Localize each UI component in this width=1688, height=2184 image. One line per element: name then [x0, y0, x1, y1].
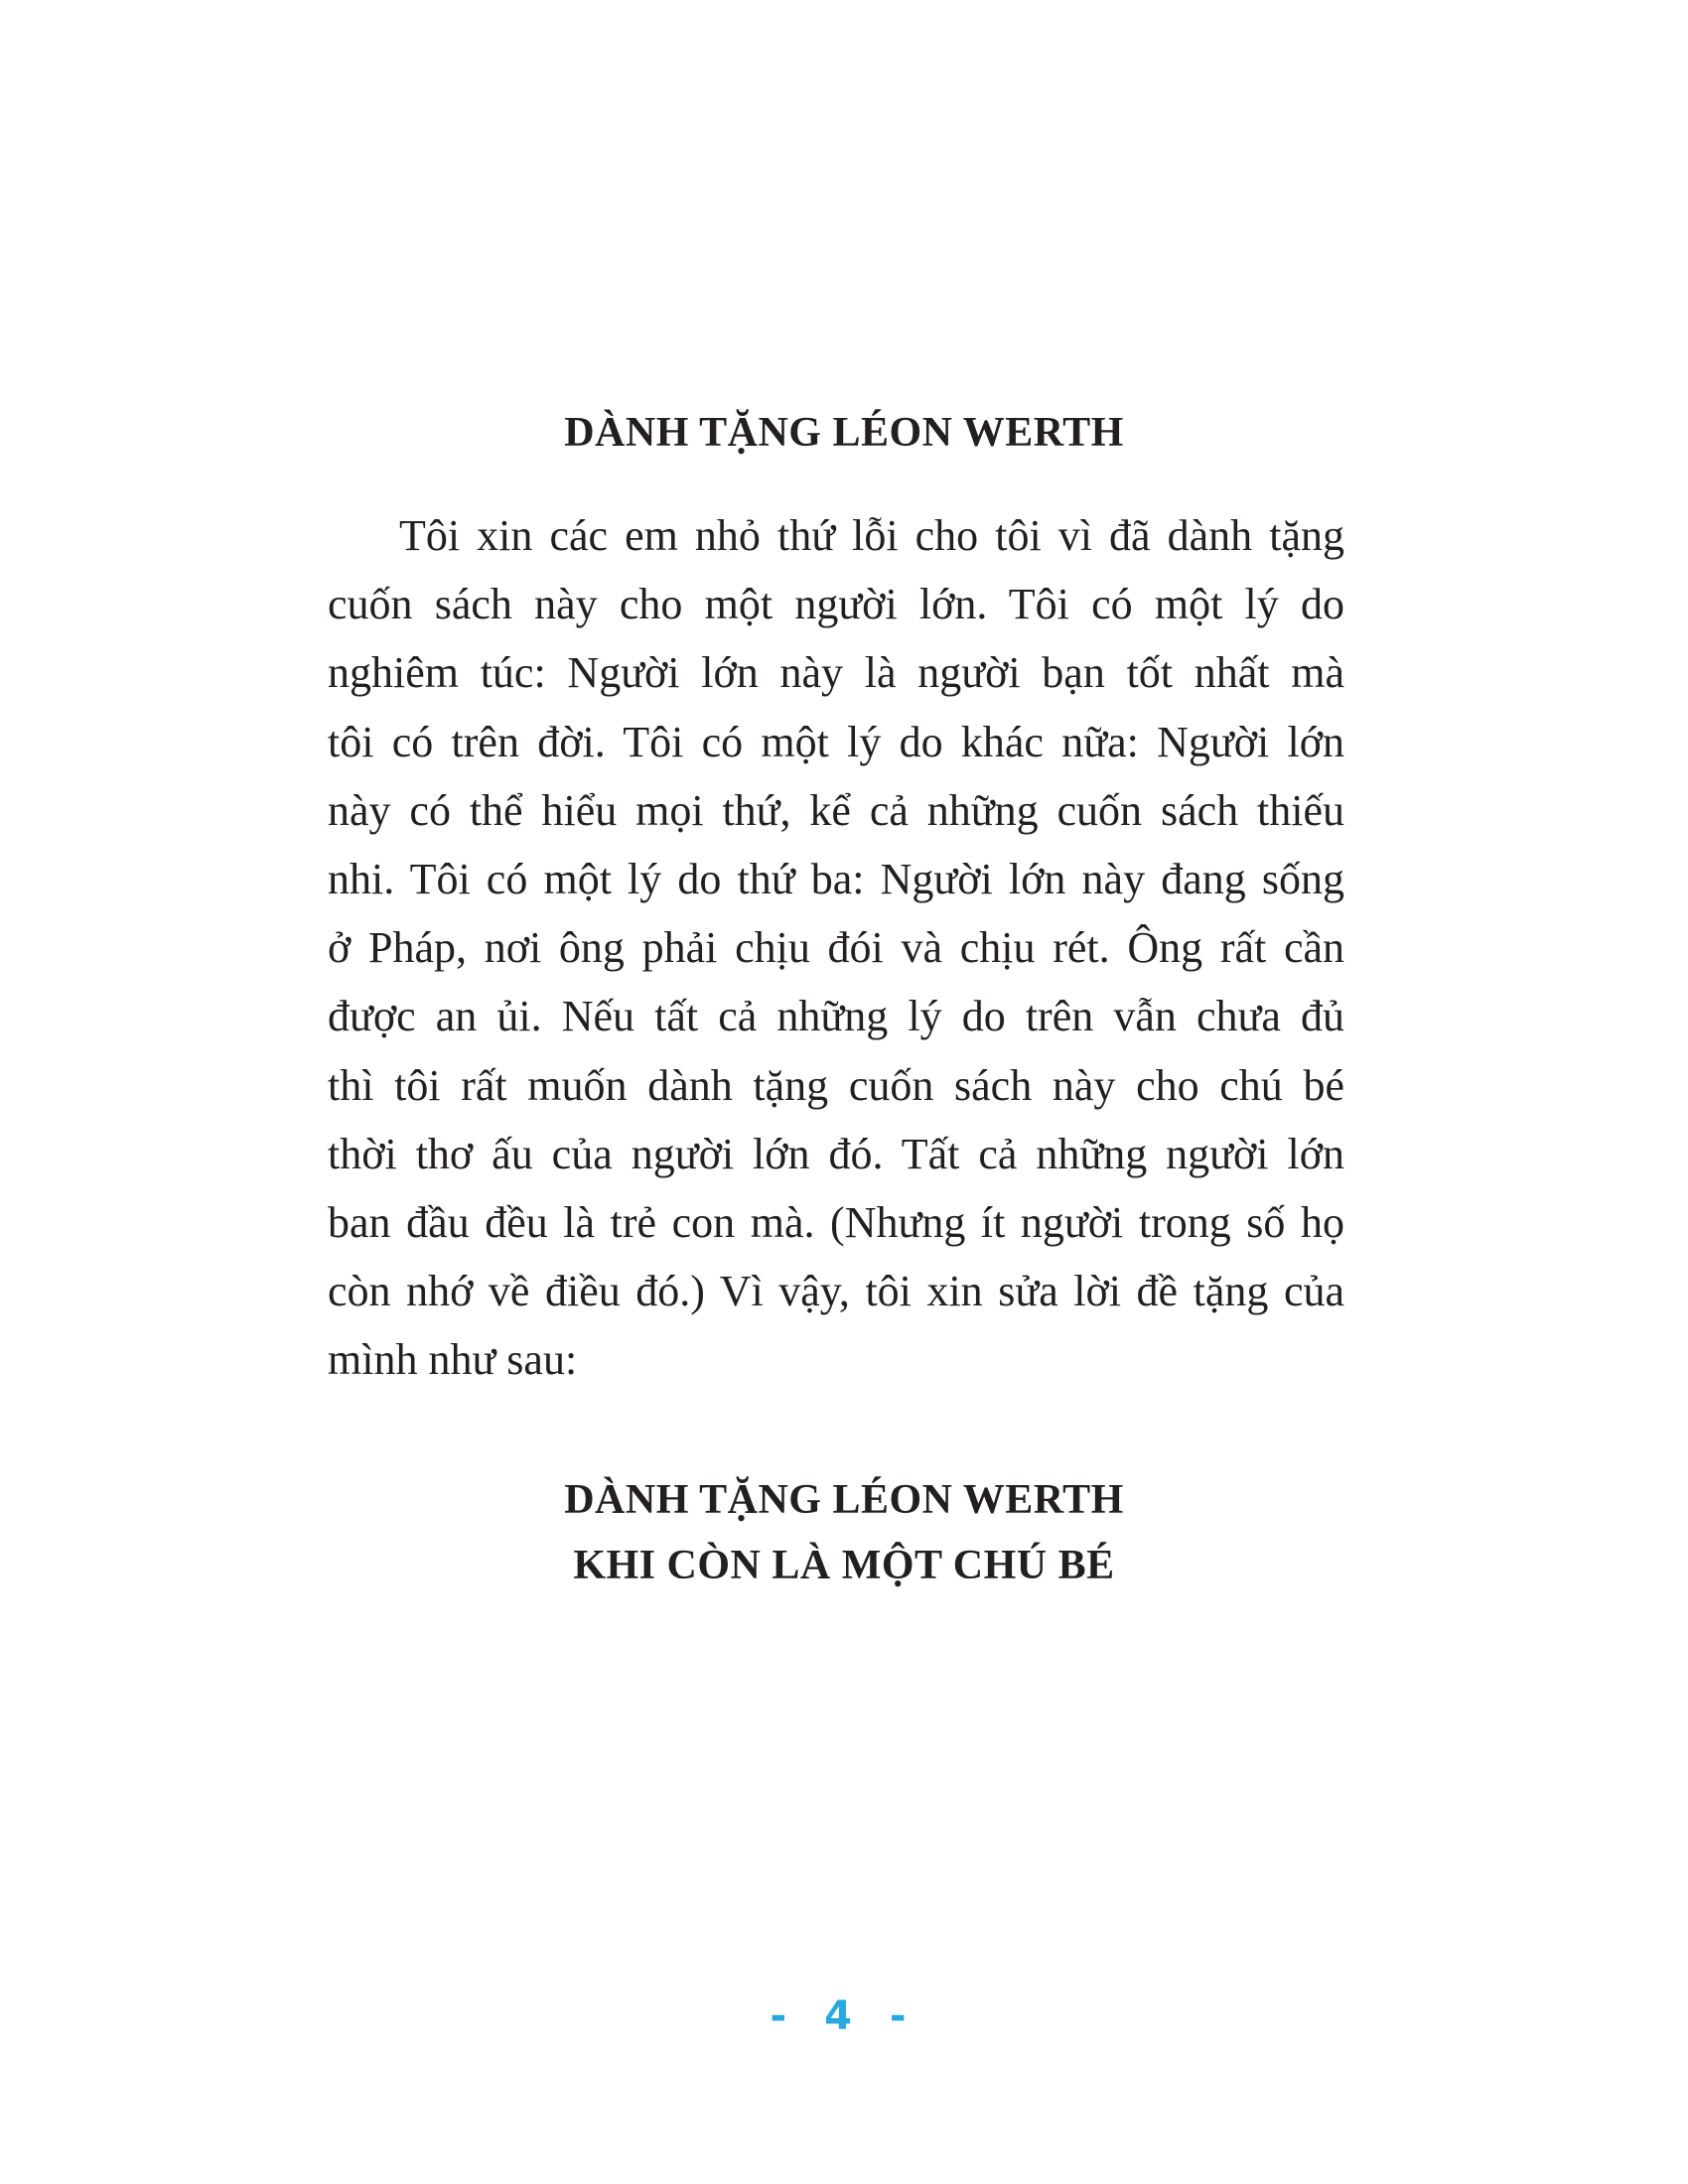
body-line: ở Pháp, nơi ông phải chịu đói và chịu rét. Ông rất cần [328, 923, 1344, 973]
body-line: tôi có trên đời. Tôi có một lý do khác nữa: Người lớn [328, 717, 1344, 766]
body-line: cuốn sách này cho một người lớn. Tôi có một lý do [328, 580, 1344, 629]
closing-line-1: DÀNH TẶNG LÉON WERTH [564, 1477, 1124, 1523]
body-line: mình như sau: [328, 1335, 578, 1385]
dedication-body [328, 501, 1344, 1394]
page-number: - 4 - [770, 1993, 918, 2039]
closing-line-2: KHI CÒN LÀ MỘT CHÚ BÉ [573, 1543, 1115, 1588]
body-line: Tôi xin các em nhỏ thứ lỗi cho tôi vì đã dành tặng [399, 511, 1344, 560]
body-line: này có thể hiểu mọi thứ, kể cả những cuốn sách thiếu [328, 785, 1344, 835]
body-line: được an ủi. Nếu tất cả những lý do trên vẫn chưa đủ [328, 992, 1344, 1041]
body-line: thời thơ ấu của người lớn đó. Tất cả những người lớn [328, 1129, 1344, 1178]
body-line: thì tôi rất muốn dành tặng cuốn sách này cho chú bé [328, 1060, 1344, 1110]
body-line: còn nhớ về điều đó.) Vì vậy, tôi xin sửa lời đề tặng của [328, 1267, 1344, 1316]
body-line: ban đầu đều là trẻ con mà. (Nhưng ít người trong số họ [328, 1197, 1344, 1247]
body-line: nghiêm túc: Người lớn này là người bạn tốt nhất mà [328, 648, 1344, 698]
body-line: nhi. Tôi có một lý do thứ ba: Người lớn này đang sống [328, 854, 1344, 903]
dedication-heading: DÀNH TẶNG LÉON WERTH [564, 410, 1124, 456]
closing-dedication [0, 1467, 1688, 1598]
